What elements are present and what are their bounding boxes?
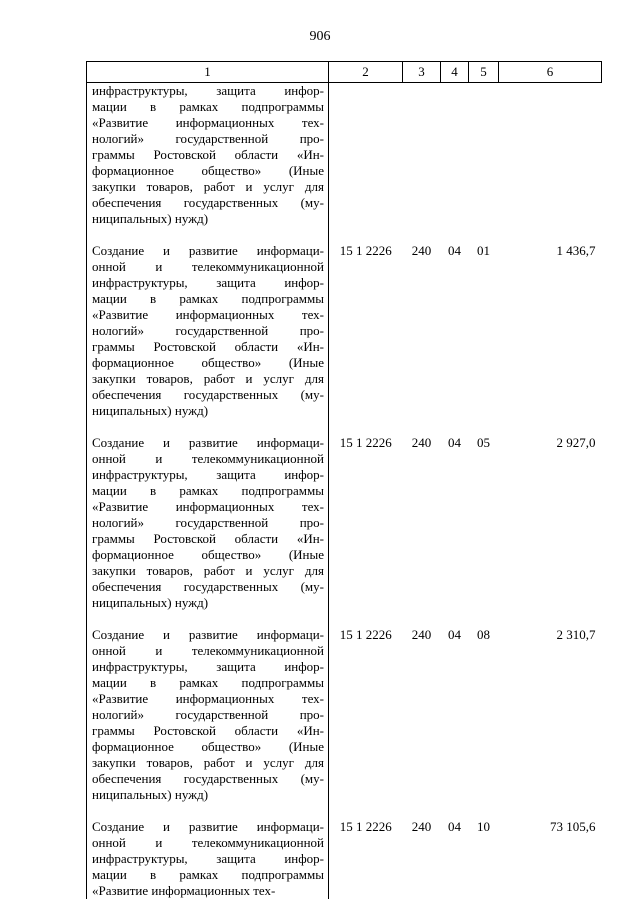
description-line: ниципальных) нужд) [92,403,209,418]
table-row [87,627,602,803]
budget-table [86,61,602,899]
table-row [87,435,602,611]
column-header: 6 [499,62,602,83]
expense-type-cell [403,83,441,228]
table-body [87,83,602,900]
description-line: нологий» государственной про- [92,515,324,530]
description-line: граммы Ростовской области «Ин- [92,339,324,354]
amount-cell: 1 436,7 [556,243,596,258]
expense-type-cell: 240 [411,243,432,258]
subsection-cell: 10 [477,819,490,834]
row-spacer [87,803,602,819]
description-line: формационное общество» (Иные [92,739,324,754]
description-line: формационное общество» (Иные [92,163,324,178]
subsection-cell: 08 [477,627,490,642]
amount-cell: 2 310,7 [556,627,596,642]
spacer-cell [499,419,602,435]
expense-type-cell: 240 [411,627,432,642]
description-line: граммы Ростовской области «Ин- [92,531,324,546]
description-line: обеспечения государственных (му- [92,195,324,210]
row-spacer [87,419,602,435]
column-header: 3 [403,62,441,83]
description-line: ниципальных) нужд) [92,787,209,802]
description-line: мации в рамках подпрограммы [92,675,324,690]
description-line: формационное общество» (Иные [92,355,324,370]
description-cell [87,243,329,419]
spacer-cell [469,227,499,243]
description-line: нологий» государственной про- [92,131,324,146]
spacer-cell [87,803,329,819]
description-line: Создание и развитие информаци- [92,627,324,642]
description-line: нологий» государственной про- [92,707,324,722]
description-cell [87,819,329,899]
section-cell: 04 [448,243,461,258]
description-line: онной и телекоммуникационной [92,451,324,466]
expense-type-cell: 240 [411,435,432,450]
column-header: 1 [87,62,329,83]
description-line: закупки товаров, работ и услуг для [92,371,324,386]
description-line: закупки товаров, работ и услуг для [92,179,324,194]
spacer-cell [441,803,469,819]
spacer-cell [329,803,403,819]
description-line: закупки товаров, работ и услуг для [92,755,324,770]
description-line: закупки товаров, работ и услуг для [92,563,324,578]
spacer-cell [441,611,469,627]
table-row [87,243,602,419]
description-line: инфраструктуры, защита инфор- [92,467,324,482]
description-line: «Развитие информационных тех- [92,307,324,322]
expense-type-cell: 240 [411,819,432,834]
spacer-cell [441,227,469,243]
spacer-cell [87,419,329,435]
description-line: «Развитие информационных тех- [92,691,324,706]
description-line: мации в рамках подпрограммы [92,99,324,114]
description-line: ниципальных) нужд) [92,211,209,226]
row-spacer [87,611,602,627]
description-line: онной и телекоммуникационной [92,835,324,850]
spacer-cell [499,611,602,627]
target-article-cell: 15 1 2226 [339,819,392,834]
description-line: Создание и развитие информаци- [92,435,324,450]
description-line: обеспечения государственных (му- [92,771,324,786]
spacer-cell [469,611,499,627]
row-spacer [87,227,602,243]
section-cell [441,83,469,228]
spacer-cell [499,227,602,243]
description-line: «Развитие информационных тех- [92,883,276,898]
spacer-cell [329,611,403,627]
description-line: Создание и развитие информаци- [92,243,324,258]
target-article-cell: 15 1 2226 [339,243,392,258]
description-line: граммы Ростовской области «Ин- [92,723,324,738]
target-article-cell: 15 1 2226 [339,435,392,450]
spacer-cell [403,803,441,819]
description-line: обеспечения государственных (му- [92,579,324,594]
amount-cell [499,83,602,228]
amount-cell: 2 927,0 [556,435,596,450]
spacer-cell [499,803,602,819]
description-line: «Развитие информационных тех- [92,499,324,514]
table-header-row [87,62,602,83]
description-cell [87,83,329,228]
description-line: мации в рамках подпрограммы [92,291,324,306]
description-line: ниципальных) нужд) [92,595,209,610]
column-header: 5 [469,62,499,83]
page-number: 906 [309,29,331,44]
target-article-cell: 15 1 2226 [339,627,392,642]
description-line: обеспечения государственных (му- [92,387,324,402]
description-line: инфраструктуры, защита инфор- [92,83,324,98]
description-line: инфраструктуры, защита инфор- [92,659,324,674]
table-row [87,83,602,228]
spacer-cell [441,419,469,435]
spacer-cell [469,803,499,819]
description-cell [87,627,329,803]
column-header: 2 [329,62,403,83]
description-line: онной и телекоммуникационной [92,643,324,658]
amount-cell: 73 105,6 [550,819,596,834]
target-article-cell [329,83,403,228]
description-line: мации в рамках подпрограммы [92,483,324,498]
description-line: инфраструктуры, защита инфор- [92,275,324,290]
description-cell [87,435,329,611]
spacer-cell [403,611,441,627]
spacer-cell [87,611,329,627]
description-line: нологий» государственной про- [92,323,324,338]
section-cell: 04 [448,435,461,450]
spacer-cell [329,227,403,243]
spacer-cell [87,227,329,243]
description-line: «Развитие информационных тех- [92,115,324,130]
spacer-cell [403,419,441,435]
subsection-cell [469,83,499,228]
description-line: граммы Ростовской области «Ин- [92,147,324,162]
description-line: Создание и развитие информаци- [92,819,324,834]
column-header: 4 [441,62,469,83]
subsection-cell: 01 [477,243,490,258]
description-line: мации в рамках подпрограммы [92,867,324,882]
section-cell: 04 [448,627,461,642]
description-line: инфраструктуры, защита инфор- [92,851,324,866]
spacer-cell [469,419,499,435]
description-line: формационное общество» (Иные [92,547,324,562]
spacer-cell [403,227,441,243]
table-row [87,819,602,899]
subsection-cell: 05 [477,435,490,450]
spacer-cell [329,419,403,435]
section-cell: 04 [448,819,461,834]
description-line: онной и телекоммуникационной [92,259,324,274]
